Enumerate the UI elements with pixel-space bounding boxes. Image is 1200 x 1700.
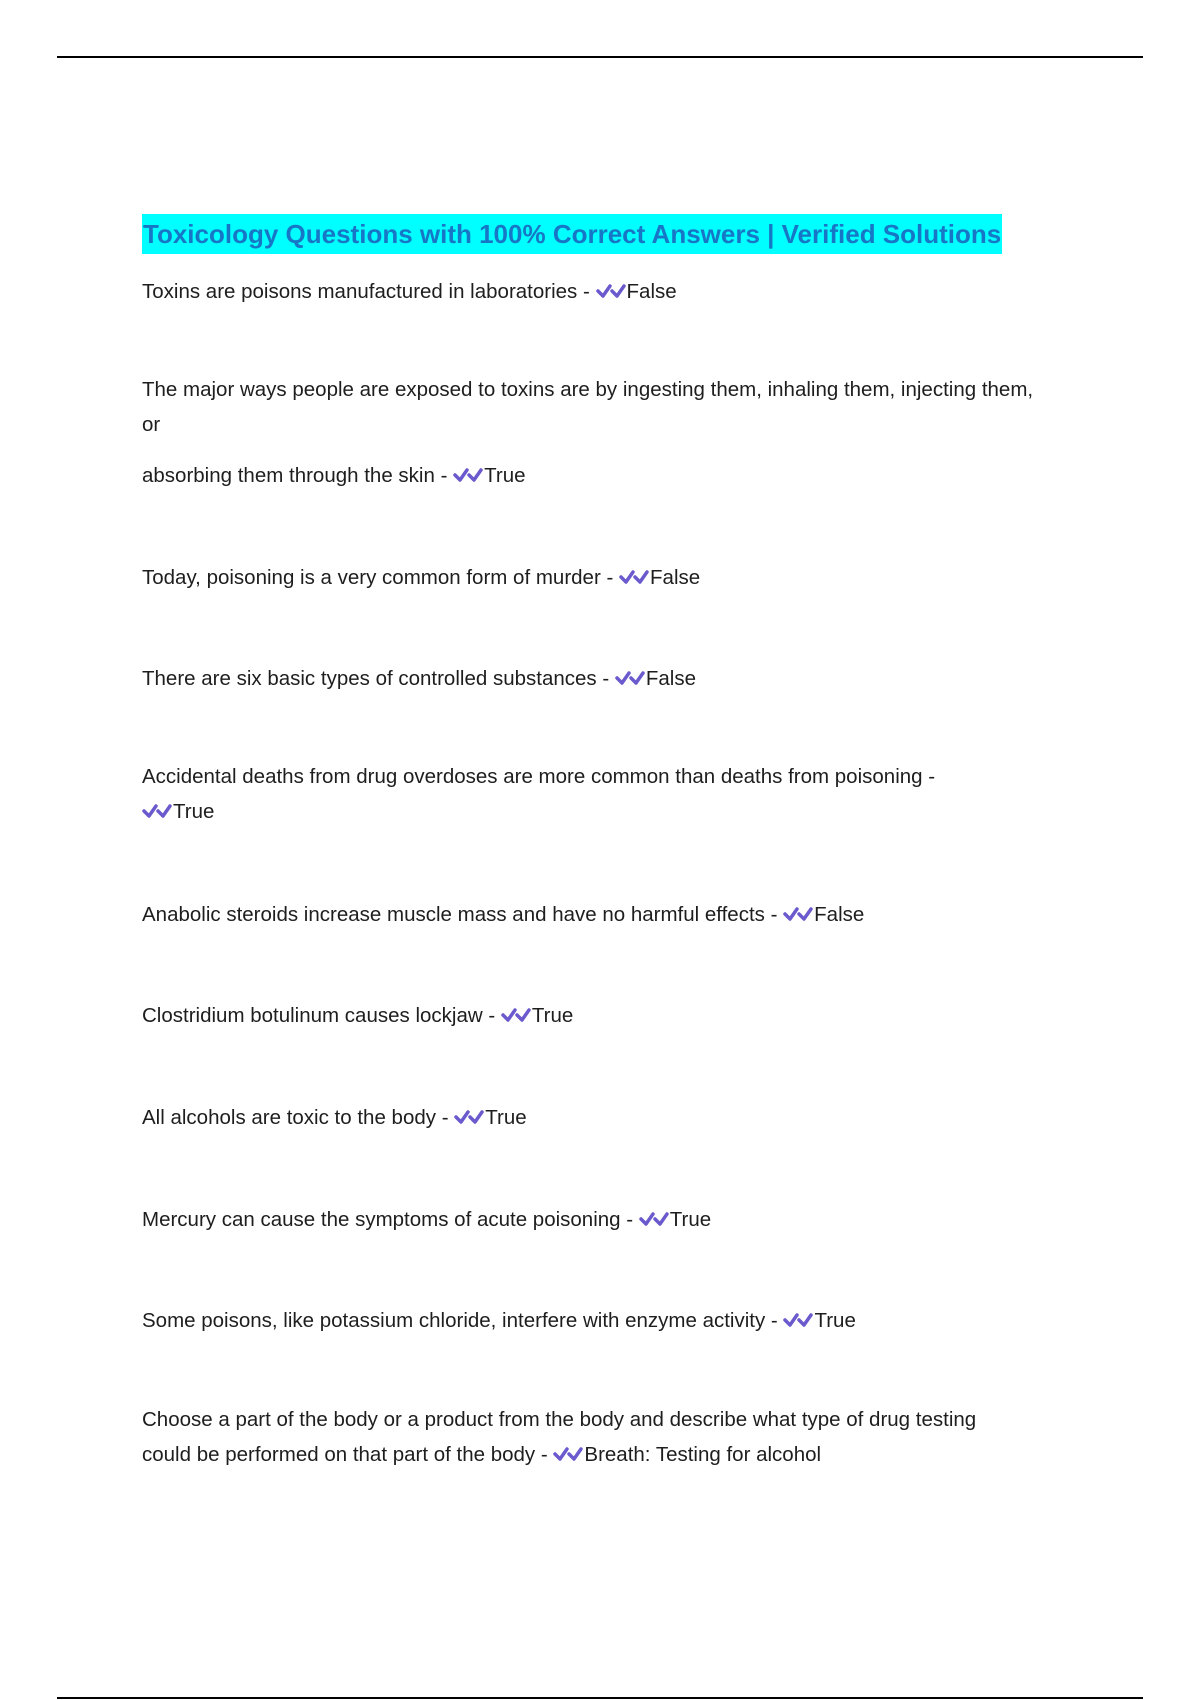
question-text: Clostridium botulinum causes lockjaw - — [142, 1004, 496, 1027]
question-text: absorbing them through the skin - — [142, 464, 448, 487]
qa-item — [142, 560, 700, 595]
question-text: Some poisons, like potassium chloride, interfere with enzyme activity - — [142, 1309, 778, 1332]
answer-text: False — [814, 903, 865, 926]
header-rule — [57, 56, 1143, 58]
qa-item — [142, 1303, 856, 1338]
answer-text: False — [650, 566, 701, 589]
qa-item — [142, 998, 573, 1033]
double-check-icon — [615, 664, 645, 686]
question-text: Accidental deaths from drug overdoses are more common than deaths from poisoning - — [142, 765, 936, 788]
answer-text: False — [645, 667, 697, 690]
double-check-icon — [501, 1001, 531, 1023]
qa-item — [142, 661, 696, 696]
question-text: Toxins are poisons manufactured in laboratories - — [142, 280, 590, 303]
question-text: could be performed on that part of the body - — [142, 1443, 548, 1466]
qa-item — [142, 274, 677, 309]
qa-item — [142, 1202, 711, 1237]
answer-text: True — [531, 1004, 574, 1027]
qa-item — [142, 1100, 527, 1135]
double-check-icon — [596, 277, 626, 299]
qa-item — [142, 897, 864, 932]
double-check-icon — [553, 1440, 583, 1462]
answer-text: Breath: Testing for alcohol — [584, 1443, 822, 1466]
answer-text: True — [669, 1208, 712, 1231]
question-text: Anabolic steroids increase muscle mass and have no harmful effects - — [142, 903, 778, 926]
answer-text: False — [626, 280, 677, 303]
double-check-icon — [453, 461, 483, 483]
double-check-icon — [639, 1205, 669, 1227]
document-title: Toxicology Questions with 100% Correct Answers | Verified Solutions — [142, 214, 1002, 254]
double-check-icon — [783, 900, 813, 922]
answer-text: True — [484, 464, 526, 487]
document-body — [142, 214, 1062, 1466]
question-text-line: The major ways people are exposed to toxins are by ingesting them, inhaling them, injecting them, or — [142, 378, 1034, 436]
answer-text: True — [814, 1309, 856, 1332]
question-text: All alcohols are toxic to the body - — [142, 1106, 449, 1129]
question-text: Mercury can cause the symptoms of acute poisoning - — [142, 1208, 634, 1231]
answer-text: True — [485, 1106, 527, 1129]
question-text: There are six basic types of controlled substances - — [142, 667, 610, 690]
double-check-icon — [783, 1306, 813, 1328]
double-check-icon — [454, 1103, 484, 1125]
answer-text: True — [173, 800, 215, 823]
question-text: Today, poisoning is a very common form of murder - — [142, 566, 614, 589]
footer-rule — [57, 1697, 1143, 1699]
question-text-line: Choose a part of the body or a product from the body and describe what type of drug testing — [142, 1408, 977, 1431]
qa-item — [142, 372, 1042, 493]
double-check-icon — [619, 563, 649, 585]
double-check-icon — [142, 797, 172, 819]
qa-item — [142, 1402, 976, 1472]
qa-item — [142, 759, 935, 829]
